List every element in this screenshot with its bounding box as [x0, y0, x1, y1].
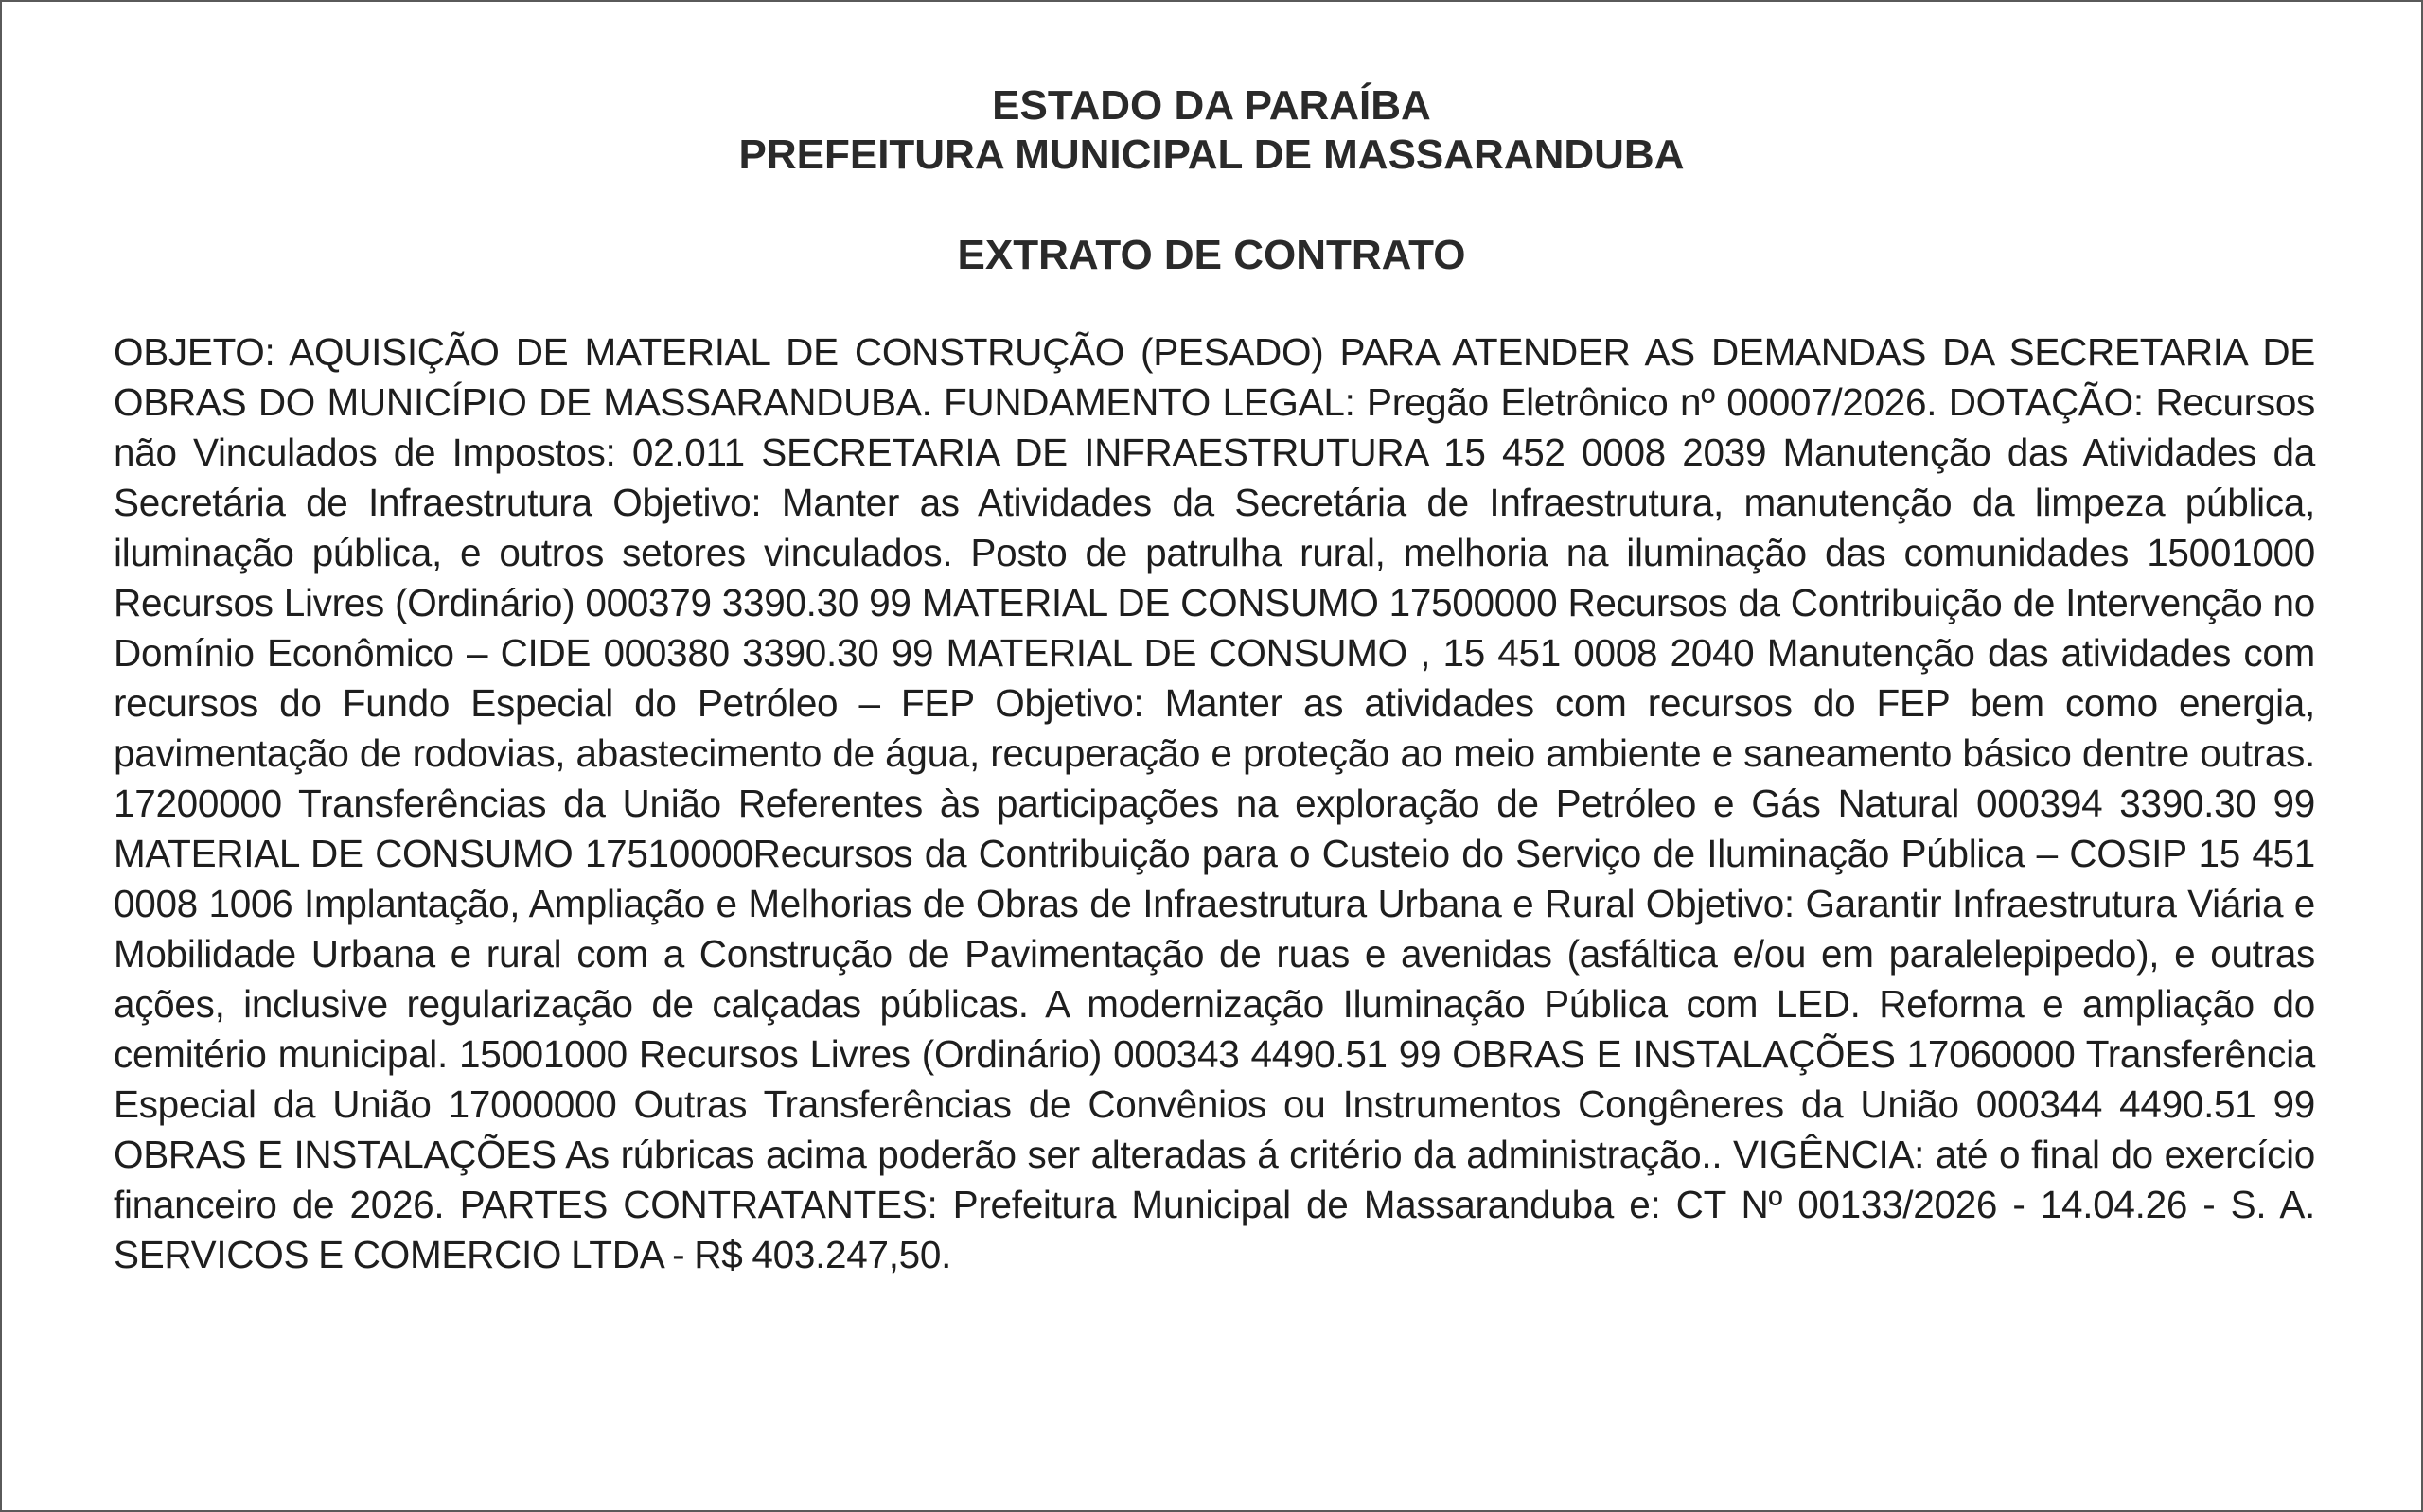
- state-heading: ESTADO DA PARAÍBA: [992, 82, 1431, 129]
- city-hall-heading: PREFEITURA MUNICIPAL DE MASSARANDUBA: [738, 132, 1685, 178]
- document-title: EXTRATO DE CONTRATO: [957, 232, 1466, 278]
- contract-extract-body: OBJETO: AQUISIÇÃO DE MATERIAL DE CONSTRUÇÃO (PESADO) PARA ATENDER AS DEMANDAS DA SECRETARIA DE OBRAS DO MUNICÍPIO DE MASSARANDUBA. FUNDAMENTO LEGAL: Pregão Eletrônico nº 00007/2026. DOTAÇÃO: Recursos não Vinculados de Impostos: 02.011 SECRETARIA DE INFRAESTRUTURA 15 452 0008 2039 Manutenção das Atividades da Secretária de Infraestrutura Objetivo: Manter as Atividades da Secretária de Infraestrutura, manutenção da limpeza pública, iluminação pública, e outros setores vinculados. Posto de patrulha rural, melhoria na iluminação das comunidades 15001000 Recursos Livres (Ordinário) 000379 3390.30 99 MATERIAL DE CONSUMO 17500000 Recursos da Contribuição de Intervenção no Domínio Econômico – CIDE 000380 3390.30 99 MATERIAL DE CONSUMO , 15 451 0008 2040 Manutenção das atividades com recursos do Fundo Especial do Petróleo – FEP Objetivo: Manter as atividades com recursos do FEP bem como energia, pavimentação de rodovias, abastecimento de água, recuperação e proteção ao meio ambiente e saneamento básico dentre outras. 17200000 Transferências da União Referentes às participações na exploração de Petróleo e Gás Natural 000394 3390.30 99 MATERIAL DE CONSUMO 17510000Recursos da Contribuição para o Custeio do Serviço de Iluminação Pública – COSIP 15 451 0008 1006 Implantação, Ampliação e Melhorias de Obras de Infraestrutura Urbana e Rural Objetivo: Garantir Infraestrutura Viária e Mobilidade Urbana e rural com a Construção de Pavimentação de ruas e avenidas (asfáltica e/ou em paralelepipedo), e outras ações, inclusive regularização de calçadas públicas. A modernização Iluminação Pública com LED. Reforma e ampliação do cemitério municipal. 15001000 Recursos Livres (Ordinário) 000343 4490.51 99 OBRAS E INSTALAÇÕES 17060000 Transferência Especial da União 17000000 Outras Transferências de Convênios ou Instrumentos Congêneres da União 000344 4490.51 99 OBRAS E INSTALAÇÕES As rúbricas acima poderão ser alteradas á critério da administração.. VIGÊNCIA: até o final do exercício financeiro de 2026. PARTES CONTRATANTES: Prefeitura Municipal de Massaranduba e: CT Nº 00133/2026 - 14.04.26 - S. A. SERVICOS E COMERCIO LTDA - R$ 403.247,50.: [114, 330, 2315, 1276]
